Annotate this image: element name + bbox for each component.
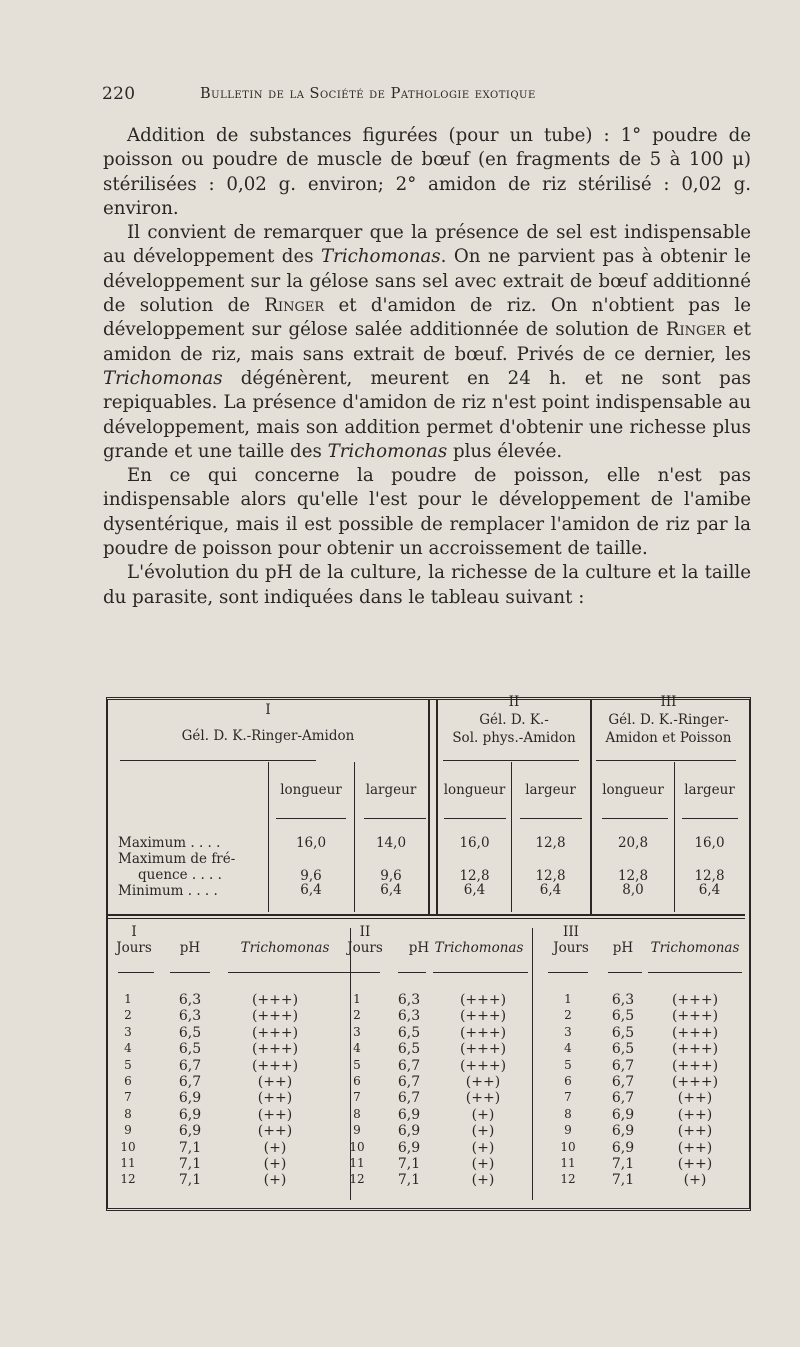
day-cell: 2 (564, 1008, 572, 1023)
trichomonas-cell: (+) (683, 1172, 707, 1189)
row-label-minimum: Minimum . . . . (118, 883, 218, 899)
trichomonas-cell: (++) (677, 1106, 713, 1123)
cell-value: 6,4 (539, 882, 562, 898)
ph-cell: 6,7 (611, 1074, 635, 1090)
ph-cell: 7,1 (178, 1156, 202, 1172)
col-header-width: largeur (684, 782, 735, 798)
trichomonas-cell: (++) (677, 1090, 713, 1107)
paragraph-2 (103, 221, 751, 464)
day-cell: 11 (560, 1156, 576, 1170)
ph-cell: 6,7 (178, 1074, 202, 1090)
cell-value: 16,0 (459, 835, 490, 851)
day-cell: 2 (124, 1008, 132, 1023)
trichomonas-cell: (++) (257, 1106, 293, 1123)
text-run: Il convient de remarquer que la présence de sel est indispensable au développement des (103, 222, 751, 268)
col-header-ph: pH (179, 940, 201, 956)
divider (548, 972, 588, 973)
day-cell: 4 (353, 1041, 361, 1056)
ph-cell: 6,7 (397, 1057, 421, 1074)
text-run: et d'amidon de riz. On n'obtient pas le développement sur gélose salée additionnée de solution de (103, 295, 751, 341)
day-cell: 9 (564, 1123, 572, 1138)
ph-cell: 6,5 (397, 1041, 421, 1058)
paragraph-4: L'évolution du pH de la culture, la richesse de la culture et la taille du parasite, sont indiquées dans le tableau suivant : (103, 562, 751, 608)
ph-cell: 7,1 (611, 1156, 635, 1172)
day-cell: 6 (564, 1074, 572, 1088)
col-header-days: Jours (347, 940, 383, 956)
trichomonas-cell: (++) (465, 1090, 501, 1107)
day-cell: 2 (353, 1008, 361, 1023)
col-header-days: Jours (116, 940, 152, 956)
day-cell: 1 (564, 992, 572, 1006)
text-run: plus élevée. (447, 440, 563, 462)
header-text: Trichomonas (240, 940, 330, 956)
ph-cell: 6,5 (611, 1041, 635, 1058)
ph-cell: 7,1 (397, 1156, 421, 1172)
cell-value: 9,6 (300, 868, 322, 884)
ph-cell: 6,9 (611, 1139, 635, 1156)
ph-cell: 6,9 (178, 1090, 202, 1107)
day-cell: 11 (349, 1156, 365, 1170)
group-1-name: Gél. D. K.-Ringer-Amidon (181, 728, 355, 744)
ph-cell: 6,7 (397, 1074, 421, 1090)
ph-cell: 6,9 (397, 1123, 421, 1140)
day-cell: 9 (124, 1123, 132, 1138)
divider (608, 972, 642, 973)
day-cell: 10 (349, 1139, 365, 1154)
divider (532, 928, 533, 1200)
row-label-frequency: quence . . . . (138, 867, 222, 883)
text-run: dégénèrent, meurent en 24 h. et ne sont pas repiquables. La présence d'amidon de riz n'est point indispensable au développement, mais son addition permet d'obtenir une richesse plus grande et une taille des (103, 367, 751, 462)
group-2-name: Sol. phys.-Amidon (452, 730, 576, 746)
cell-value: 16,0 (694, 835, 725, 851)
trichomonas-cell: (+) (471, 1156, 495, 1172)
trichomonas-cell: (+++) (251, 1024, 299, 1041)
ph-cell: 6,5 (611, 1008, 635, 1025)
trichomonas-cell: (+++) (671, 1074, 719, 1090)
ph-cell: 6,7 (178, 1057, 202, 1074)
day-cell: 5 (564, 1057, 572, 1072)
running-title: Bulletin de la Société de Pathologie exotique (200, 86, 536, 102)
cell-value: 16,0 (295, 835, 327, 851)
trichomonas-cell: (+++) (459, 1041, 507, 1058)
col-header-length: longueur (443, 782, 506, 798)
trichomonas-cell: (++) (677, 1123, 713, 1140)
ph-cell: 6,9 (397, 1139, 421, 1156)
divider (433, 972, 528, 973)
ph-cell: 6,5 (178, 1024, 202, 1041)
day-cell: 7 (124, 1090, 132, 1105)
group-1-number: I (265, 702, 271, 718)
ph-cell: 6,9 (611, 1106, 635, 1123)
ph-cell: 6,9 (178, 1123, 202, 1140)
divider (170, 972, 210, 973)
cell-value: 6,4 (380, 882, 402, 898)
divider (428, 700, 430, 914)
trichomonas-cell: (+++) (459, 1024, 507, 1041)
day-cell: 1 (353, 992, 361, 1006)
author-name: Ringer (665, 319, 726, 341)
cell-value: 20,8 (617, 835, 649, 851)
header-text: Trichomonas (650, 940, 740, 956)
day-cell: 12 (349, 1172, 365, 1187)
genus-name: Trichomonas (321, 246, 441, 268)
cell-value: 6,4 (698, 882, 721, 898)
trichomonas-cell: (+++) (251, 992, 299, 1008)
ph-cell: 6,3 (178, 1008, 202, 1025)
body-text (103, 124, 751, 610)
cell-value: 12,8 (535, 835, 566, 851)
cell-value: 14,0 (375, 835, 407, 851)
day-cell: 6 (124, 1074, 132, 1088)
trichomonas-cell: (++) (677, 1156, 713, 1172)
ph-cell: 6,7 (397, 1090, 421, 1107)
day-cell: 10 (560, 1139, 576, 1154)
col-header-width: largeur (525, 782, 576, 798)
day-cell: 10 (120, 1139, 136, 1154)
trichomonas-cell: (+) (471, 1123, 495, 1140)
ph-cell: 6,7 (611, 1090, 635, 1107)
group-2-number: II (508, 694, 520, 710)
divider (602, 818, 668, 819)
day-cell: 12 (560, 1172, 576, 1187)
ph-cell: 6,3 (178, 992, 202, 1008)
divider (108, 914, 745, 916)
col-header-ph: pH (612, 940, 634, 956)
ph-cell: 6,9 (611, 1123, 635, 1140)
divider (336, 972, 380, 973)
day-cell: 5 (353, 1057, 361, 1072)
col-header-length: longueur (602, 782, 664, 798)
col-header-length: longueur (280, 782, 342, 798)
trichomonas-cell: (+++) (671, 992, 719, 1008)
group-1-number: I (131, 924, 137, 940)
divider (398, 972, 426, 973)
day-cell: 8 (124, 1106, 132, 1121)
group-2-name: Gél. D. K.- (479, 712, 549, 728)
trichomonas-cell: (++) (257, 1123, 293, 1140)
trichomonas-cell: (+++) (251, 1057, 299, 1074)
trichomonas-cell: (+) (263, 1139, 287, 1156)
ph-cell: 6,9 (397, 1106, 421, 1123)
col-header-width: largeur (365, 782, 417, 798)
col-header-days: Jours (553, 940, 589, 956)
day-cell: 11 (120, 1156, 136, 1170)
trichomonas-cell: (+) (471, 1139, 495, 1156)
day-cell: 4 (124, 1041, 132, 1056)
group-3-name: Amidon et Poisson (605, 730, 732, 746)
ph-cell: 6,3 (397, 992, 421, 1008)
author-name: Ringer (264, 295, 325, 317)
ph-cell: 7,1 (611, 1172, 635, 1189)
cell-value: 6,4 (463, 882, 486, 898)
cell-value: 9,6 (380, 868, 402, 884)
divider (120, 760, 316, 761)
col-header-trichomonas (640, 940, 750, 956)
row-label-frequency: Maximum de fré- (118, 851, 236, 867)
ph-cell: 7,1 (178, 1172, 202, 1189)
trichomonas-cell: (+) (471, 1106, 495, 1123)
trichomonas-cell: (+++) (459, 1057, 507, 1074)
genus-name: Trichomonas (327, 440, 448, 462)
divider (596, 760, 736, 761)
day-cell: 7 (564, 1090, 572, 1105)
text-run: . On ne parvient pas à obtenir le développement sur la gélose sans sel avec extrait de bœuf additionné de solution de (103, 246, 751, 317)
trichomonas-cell: (+++) (251, 1041, 299, 1058)
page-number: 220 (102, 84, 136, 104)
trichomonas-cell: (+++) (671, 1041, 719, 1058)
results-table (106, 694, 751, 1211)
group-3-number: III (563, 924, 579, 940)
day-cell: 6 (353, 1074, 361, 1088)
trichomonas-cell: (+++) (251, 1008, 299, 1025)
day-cell: 3 (353, 1024, 361, 1039)
trichomonas-cell: (+) (263, 1156, 287, 1172)
group-2-number: II (359, 924, 371, 940)
day-cell: 4 (564, 1041, 572, 1056)
ph-cell: 6,3 (611, 992, 635, 1008)
day-cell: 9 (353, 1123, 361, 1138)
cell-value: 6,4 (300, 882, 322, 898)
trichomonas-cell: (+++) (459, 1008, 507, 1025)
genus-name: Trichomonas (103, 367, 223, 389)
day-cell: 8 (353, 1106, 361, 1121)
ph-cell: 6,5 (611, 1024, 635, 1041)
ph-cell: 6,9 (178, 1106, 202, 1123)
header-text: Trichomonas (434, 940, 524, 956)
day-cell: 1 (124, 992, 132, 1006)
group-3-number: III (660, 694, 677, 710)
col-header-trichomonas (426, 940, 532, 956)
divider (276, 818, 346, 819)
trichomonas-cell: (++) (465, 1074, 501, 1090)
ph-cell: 7,1 (397, 1172, 421, 1189)
trichomonas-cell: (+) (471, 1172, 495, 1189)
divider (118, 972, 154, 973)
trichomonas-cell: (+++) (671, 1008, 719, 1025)
row-label-maximum: Maximum . . . . (118, 835, 221, 851)
text-run: et amidon de riz, mais sans extrait de bœuf. Privés de ce dernier, les (103, 319, 751, 365)
divider (444, 818, 506, 819)
day-cell: 3 (564, 1024, 572, 1039)
divider (108, 918, 745, 919)
trichomonas-cell: (++) (257, 1090, 293, 1107)
trichomonas-cell: (+) (263, 1172, 287, 1189)
trichomonas-cell: (+++) (671, 1057, 719, 1074)
day-cell: 12 (120, 1172, 136, 1187)
cell-value: 12,8 (459, 868, 490, 884)
trichomonas-cell: (+++) (459, 992, 507, 1008)
trichomonas-cell: (++) (257, 1074, 293, 1090)
ph-cell: 6,3 (397, 1008, 421, 1025)
ph-cell: 6,5 (178, 1041, 202, 1058)
divider (648, 972, 742, 973)
divider (520, 818, 582, 819)
divider (682, 818, 738, 819)
ph-cell: 6,5 (397, 1024, 421, 1041)
day-cell: 3 (124, 1024, 132, 1039)
ph-cell: 6,7 (611, 1057, 635, 1074)
col-header-ph: pH (408, 940, 430, 956)
day-cell: 8 (564, 1106, 572, 1121)
ph-cell: 7,1 (178, 1139, 202, 1156)
cell-value: 12,8 (617, 868, 649, 884)
cell-value: 12,8 (694, 868, 725, 884)
trichomonas-cell: (+++) (671, 1024, 719, 1041)
divider (364, 818, 426, 819)
day-cell: 7 (353, 1090, 361, 1105)
cell-value: 8,0 (622, 882, 644, 898)
cell-value: 12,8 (535, 868, 566, 884)
day-cell: 5 (124, 1057, 132, 1072)
divider (443, 760, 579, 761)
trichomonas-cell: (++) (677, 1139, 713, 1156)
paragraph-3: En ce qui concerne la poudre de poisson, elle n'est pas indispensable alors qu'elle l'est pour le développement de l'amibe dysentérique, mais il est possible de remplacer l'amidon de riz par la poudre de poisson pour obtenir un accroissement de taille. (103, 465, 751, 560)
divider (228, 972, 338, 973)
paragraph-1: Addition de substances figurées (pour un tube) : 1° poudre de poisson ou poudre de muscle de bœuf (en fragments de 5 à 100 μ) stérilisées : 0,02 g. environ; 2° amidon de riz stérilisé : 0,02 g. environ. (103, 125, 751, 219)
group-3-name: Gél. D. K.-Ringer- (608, 712, 729, 728)
